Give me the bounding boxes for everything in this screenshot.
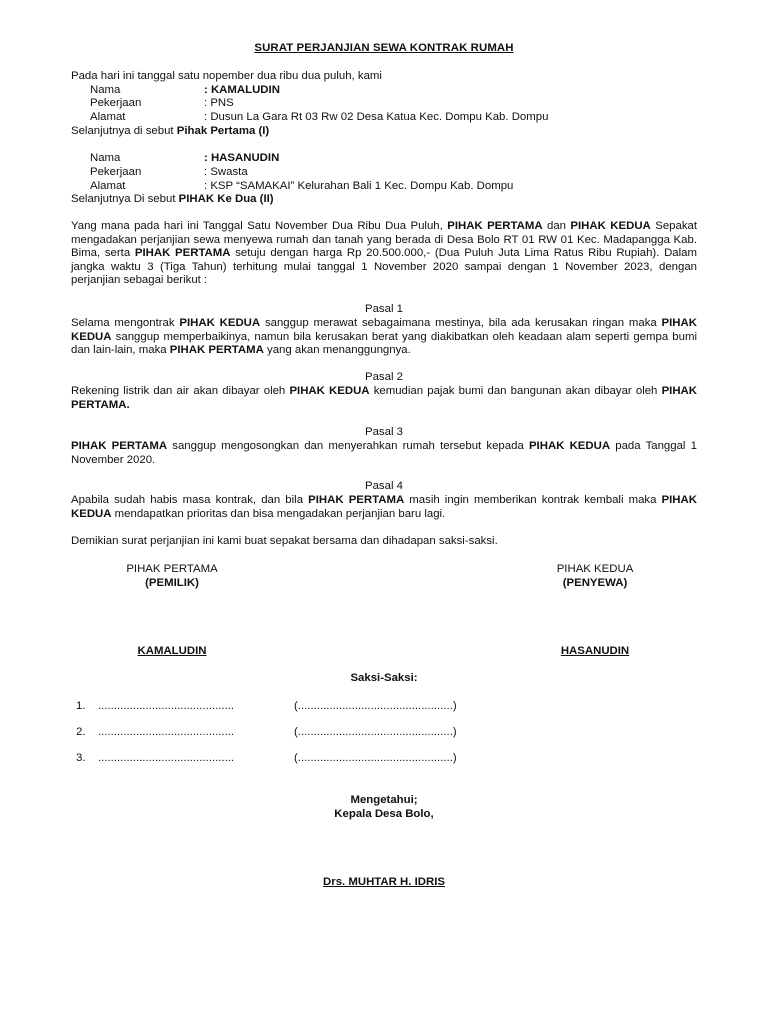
pasal3-bold-2: PIHAK KEDUA — [528, 440, 611, 452]
intro-text-4: setuju dengan harga Rp 20.500.000,- (Dua Puluh Juta Lima Ratus Ribu Rupiah). Dalam jangka waktu 3 (Tiga Tahun) terhitung mulai tanggal 1 November 2020 sampai dengan 1 November 2023, dengan perjanjian sebagai berikut : — [71, 247, 697, 287]
pasal1-bold-3: PIHAK PERTAMA — [169, 344, 264, 357]
document-title: SURAT PERJANJIAN SEWA KONTRAK RUMAH — [254, 42, 514, 54]
pasal3-bold-1: PIHAK PERTAMA — [71, 440, 168, 452]
party2-designation-bold: PIHAK Ke Dua (II) — [178, 193, 274, 205]
party2-pekerjaan-value: : Swasta — [204, 166, 248, 178]
party1-nama-value: : KAMALUDIN — [204, 84, 280, 96]
party1-designation — [71, 125, 269, 139]
party2-designation-text: Selanjutnya Di sebut — [71, 193, 179, 205]
pasal1-bold-1: PIHAK KEDUA — [179, 317, 261, 329]
party2-pekerjaan-label: Pekerjaan — [90, 166, 142, 178]
pasal3-heading: Pasal 3 — [365, 426, 403, 438]
pasal2-bold-2: PIHAK PERTAMA. — [71, 385, 698, 411]
witness-number: 3. — [76, 752, 86, 764]
party2-alamat-label: Alamat — [90, 180, 126, 192]
pasal1-bold-2: PIHAK KEDUA — [71, 317, 697, 343]
pasal1-text-1: Selama mengontrak — [71, 317, 180, 329]
pasal2-body — [71, 385, 697, 412]
witness-name-line: ........................................... — [98, 752, 235, 764]
closing-statement: Demikian surat perjanjian ini kami buat sepakat bersama dan dihadapan saksi-saksi. — [71, 535, 498, 547]
witness-heading: Saksi-Saksi: — [350, 672, 418, 684]
intro-bold-3: PIHAK PERTAMA — [134, 247, 231, 260]
pasal2-text-1: Rekening listrik dan air akan dibayar oleh — [71, 385, 290, 397]
pasal4-bold-2: PIHAK KEDUA — [71, 494, 697, 520]
pasal3-body — [71, 440, 697, 467]
pasal1-text-2: sanggup merawat sebagaimana mestinya, bila ada kerusakan ringan maka — [260, 317, 662, 329]
witness-number: 1. — [76, 700, 86, 712]
pasal2-heading: Pasal 2 — [365, 371, 403, 383]
sign-right-sub: (PENYEWA) — [562, 577, 628, 589]
pasal4-bold-1: PIHAK PERTAMA — [308, 494, 405, 506]
pasal2-text-2: kemudian pajak bumi dan bangunan akan dibayar oleh — [369, 385, 662, 397]
intro-text-3: Sepakat mengadakan perjanjian sewa menyewa rumah dan tanah yang berada di Desa Bolo RT 01 RW 01 Kec. Madapangga Kab. Bima, serta — [71, 220, 698, 260]
pasal1-heading: Pasal 1 — [365, 303, 403, 315]
acknowledge-line2: Kepala Desa Bolo, — [334, 808, 434, 820]
sign-right-name: HASANUDIN — [560, 645, 630, 657]
acknowledge-line1: Mengetahui; — [350, 794, 418, 806]
party2-alamat-value: : KSP “SAMAKAI” Kelurahan Bali 1 Kec. Dompu Kab. Dompu — [204, 180, 514, 192]
witness-number: 2. — [76, 726, 86, 738]
pasal4-text-1: Apabila sudah habis masa kontrak, dan bila — [71, 494, 309, 506]
party2-nama-value: : HASANUDIN — [204, 152, 280, 164]
pasal4-body — [71, 494, 697, 521]
party1-alamat-value: : Dusun La Gara Rt 03 Rw 02 Desa Katua Kec. Dompu Kab. Dompu — [204, 111, 549, 123]
party2-designation — [71, 193, 274, 207]
opening-line: Pada hari ini tanggal satu nopember dua ribu dua puluh, kami — [71, 70, 382, 82]
pasal4-text-2: masih ingin memberikan kontrak kembali maka — [404, 494, 662, 506]
intro-paragraph — [71, 220, 697, 288]
village-head-name: Drs. MUHTAR H. IDRIS — [323, 876, 445, 888]
intro-bold-2: PIHAK KEDUA — [570, 220, 651, 232]
sign-left-sub: (PEMILIK) — [145, 577, 199, 589]
witness-signature-line: (.................................................) — [294, 752, 457, 764]
pasal2-bold-1: PIHAK KEDUA — [289, 385, 370, 397]
pasal1-body — [71, 317, 697, 358]
sign-left-role: PIHAK PERTAMA — [126, 563, 218, 575]
witness-signature-line: (.................................................) — [294, 726, 457, 738]
sign-left-name: KAMALUDIN — [137, 645, 207, 657]
pasal3-text-1: sanggup mengosongkan dan menyerahkan rumah tersebut kepada — [167, 440, 529, 452]
intro-text-1: Yang mana pada hari ini Tanggal Satu November Dua Ribu Dua Puluh, — [71, 220, 448, 232]
intro-bold-1: PIHAK PERTAMA — [447, 220, 543, 232]
party1-nama-label: Nama — [90, 84, 121, 96]
party1-alamat-label: Alamat — [90, 111, 126, 123]
witness-name-line: ........................................... — [98, 700, 235, 712]
intro-text-2: dan — [542, 220, 571, 232]
sign-right-role: PIHAK KEDUA — [556, 563, 634, 575]
party1-designation-bold: Pihak Pertama (I) — [176, 125, 270, 137]
witness-name-line: ........................................... — [98, 726, 235, 738]
pasal1-text-4: yang akan menanggungnya. — [263, 344, 411, 357]
pasal4-heading: Pasal 4 — [365, 480, 403, 492]
party1-pekerjaan-value: : PNS — [204, 97, 234, 109]
witness-signature-line: (.................................................) — [294, 700, 457, 712]
pasal4-text-3: mendapatkan prioritas dan bisa mengadakan perjanjian baru lagi. — [111, 507, 446, 520]
pasal3-text-2: pada Tanggal 1 November 2020. — [71, 440, 697, 466]
pasal1-text-3: sanggup memperbaikinya, namun bila kerusakan berat yang diakibatkan oleh keadaan alam seperti gempa bumi dan lain-lain, maka — [71, 330, 697, 357]
party1-pekerjaan-label: Pekerjaan — [90, 97, 142, 109]
party1-designation-text: Selanjutnya di sebut — [71, 125, 177, 137]
party2-nama-label: Nama — [90, 152, 121, 164]
